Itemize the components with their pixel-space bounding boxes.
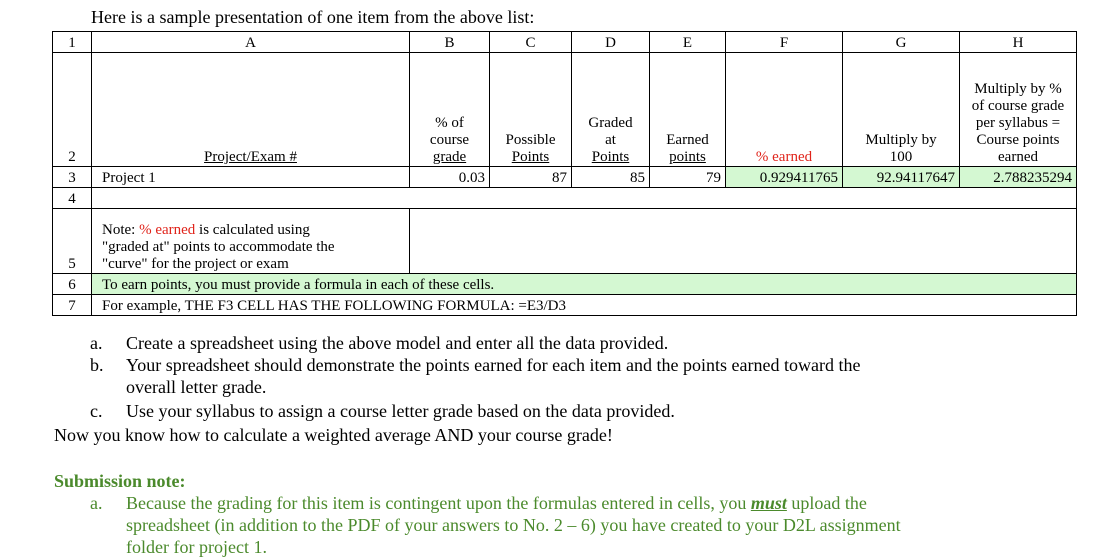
list-label: a. bbox=[90, 493, 103, 513]
column-header-f: F bbox=[726, 32, 843, 53]
header-line: Multiply by % bbox=[974, 81, 1062, 97]
submission-must: must bbox=[750, 493, 787, 513]
header-earned-points bbox=[650, 53, 726, 167]
column-header-b: B bbox=[410, 32, 490, 53]
cell-c3: 87 bbox=[490, 167, 572, 188]
instruction-c bbox=[90, 400, 675, 422]
intro-text: Here is a sample presentation of one item from the above list: bbox=[91, 7, 535, 27]
header-project-exam: Project/Exam # bbox=[92, 53, 410, 167]
list-label: b. bbox=[90, 355, 104, 375]
cell-e3: 79 bbox=[650, 167, 726, 188]
header-line: % of bbox=[435, 115, 464, 131]
submission-line: spreadsheet (in addition to the PDF of your answers to No. 2 – 6) you have created to your D2L assignment bbox=[126, 515, 901, 535]
row-7 bbox=[53, 295, 1077, 316]
column-header-a: A bbox=[92, 32, 410, 53]
formula-instruction-cell: To earn points, you must provide a formula in each of these cells. bbox=[92, 274, 1077, 295]
header-line: of course grade bbox=[971, 98, 1065, 114]
header-line: earned bbox=[998, 149, 1038, 165]
row-6 bbox=[53, 274, 1077, 295]
header-line: Points bbox=[511, 149, 550, 165]
header-percent-earned bbox=[726, 53, 843, 167]
submission-line bbox=[126, 492, 867, 514]
header-line: Points bbox=[591, 149, 630, 165]
row-number: 7 bbox=[53, 295, 92, 316]
header-line: at bbox=[605, 132, 616, 148]
header-line: Earned bbox=[666, 132, 709, 148]
instruction-text: Your spreadsheet should demonstrate the points earned for each item and the points earned toward the bbox=[126, 355, 861, 375]
row-number: 2 bbox=[53, 53, 92, 167]
instruction-b bbox=[90, 354, 861, 397]
sample-spreadsheet bbox=[52, 31, 1077, 316]
row-3-project-1 bbox=[53, 167, 1077, 188]
header-line: per syllabus = bbox=[975, 115, 1061, 131]
note-percent-earned: % earned bbox=[139, 222, 196, 238]
submission-text: upload the bbox=[786, 493, 867, 513]
note-prefix: Note: bbox=[102, 222, 140, 238]
row-1 bbox=[53, 32, 1077, 53]
closing-text: Now you know how to calculate a weighted average AND your course grade! bbox=[54, 425, 613, 445]
submission-text: Because the grading for this item is contingent upon the formulas entered in cells, you bbox=[126, 493, 751, 513]
row-number: 4 bbox=[53, 188, 92, 209]
column-header-d: D bbox=[572, 32, 650, 53]
row-number: 1 bbox=[53, 32, 92, 53]
column-header-c: C bbox=[490, 32, 572, 53]
header-percent-of-course-grade bbox=[410, 53, 490, 167]
header-line: points bbox=[669, 149, 706, 165]
submission-note-a bbox=[90, 492, 901, 557]
column-header-e: E bbox=[650, 32, 726, 53]
instruction-a bbox=[90, 332, 669, 354]
cell-d3: 85 bbox=[572, 167, 650, 188]
instruction-text: Use your syllabus to assign a course letter grade based on the data provided. bbox=[126, 401, 675, 421]
header-line: 100 bbox=[889, 149, 913, 165]
cell-f3: 0.929411765 bbox=[726, 167, 843, 188]
note-row-blank bbox=[410, 209, 1077, 274]
note-cell bbox=[92, 209, 410, 274]
header-course-points-earned bbox=[960, 53, 1077, 167]
header-multiply-by-100 bbox=[843, 53, 960, 167]
formula-example-cell: For example, THE F3 CELL HAS THE FOLLOWING FORMULA: =E3/D3 bbox=[92, 295, 1077, 316]
cell-a3: Project 1 bbox=[92, 167, 410, 188]
instruction-text: Create a spreadsheet using the above model and enter all the data provided. bbox=[126, 333, 669, 353]
note-line: "curve" for the project or exam bbox=[102, 256, 289, 272]
list-label: c. bbox=[90, 401, 103, 421]
header-line: course bbox=[429, 132, 470, 148]
header-line: Graded bbox=[588, 115, 633, 131]
header-line: Multiply by bbox=[865, 132, 937, 148]
row-number: 5 bbox=[53, 209, 92, 274]
header-line: grade bbox=[432, 149, 467, 165]
header-possible-points bbox=[490, 53, 572, 167]
column-header-g: G bbox=[843, 32, 960, 53]
empty-row-cell bbox=[92, 188, 1077, 209]
note-line bbox=[102, 222, 405, 239]
cell-h3: 2.788235294 bbox=[960, 167, 1077, 188]
row-2-headers bbox=[53, 53, 1077, 167]
column-header-h: H bbox=[960, 32, 1077, 53]
header-graded-at-points bbox=[572, 53, 650, 167]
header-line: % earned bbox=[755, 149, 813, 165]
row-4-empty bbox=[53, 188, 1077, 209]
submission-heading: Submission note: bbox=[54, 471, 186, 491]
submission-line: folder for project 1. bbox=[126, 537, 267, 557]
row-number: 3 bbox=[53, 167, 92, 188]
instruction-text: overall letter grade. bbox=[126, 377, 267, 397]
cell-b3: 0.03 bbox=[410, 167, 490, 188]
row-number: 6 bbox=[53, 274, 92, 295]
note-line: "graded at" points to accommodate the bbox=[102, 239, 335, 255]
list-label: a. bbox=[90, 333, 103, 353]
header-line: Possible bbox=[505, 132, 556, 148]
row-5-note bbox=[53, 209, 1077, 274]
cell-g3: 92.94117647 bbox=[843, 167, 960, 188]
note-rest: is calculated using bbox=[195, 222, 310, 238]
header-line: Course points bbox=[976, 132, 1060, 148]
